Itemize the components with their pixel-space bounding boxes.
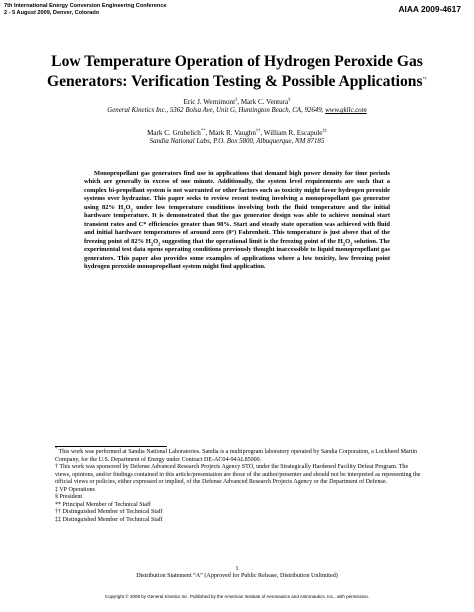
paper-number: AIAA 2009-4617	[398, 4, 461, 14]
subscript: 2	[150, 240, 154, 246]
footnote-item: †† Distinguished Member of Technical Staff	[55, 509, 163, 516]
author-separator: ,	[260, 129, 264, 137]
subscript: 2	[158, 240, 161, 246]
abstract-text: Monopropellant gas generators find use in applications that demand high power density for time periods which are generally in excess of one minute. Additionally, the system level requirements are such that a complex bi-propellant system is not warranted or other factors such as toxicity might favor hydrogen peroxide systems over hydrazine. This paper seeks to review recent testing involving a monopropellant gas generator using 82% H	[84, 170, 390, 211]
conference-info	[4, 3, 167, 16]
author-footnote-mark: ††	[255, 127, 261, 133]
copyright-notice: Copyright © 2009 by General Kinetics Inc. Published by the American Institute of Aeronautics and Astronautics, Inc., with permission.	[104, 594, 370, 599]
footnote-item: ‡‡ Distinguished Member of Technical Staff	[55, 516, 163, 523]
footnote-item: ** Principal Member of Technical Staff	[55, 501, 151, 508]
author-footnote-mark: ‡	[235, 96, 238, 102]
title-line-1: Low Temperature Operation of Hydrogen Peroxide Gas	[51, 53, 423, 70]
abstract-text: O	[345, 237, 351, 245]
footnote-mark: *	[55, 446, 58, 451]
conference-name: 7th International Energy Conversion Engineering Conference	[4, 3, 167, 9]
conference-dates: 2 - 5 August 2009, Denver, Colorado	[4, 9, 100, 16]
affiliation-text: General Kinetics Inc., 5362 Bolsa Ave, Unit G, Huntington Beach, CA, 92649,	[107, 107, 326, 114]
author-name: Eric J. Wernimont	[183, 98, 236, 106]
abstract-text: under low temperature conditions involving both the fluid temperature and the initial hardware temperature. It is demonstrated that the gas generator design was able to achieve nominal start transient rates and C* efficiencies greater than 98%. Start and steady state operation was achieved with fluid and initial hardware temperatures of around zero (0°) Fahrenheit. This temperature is just above that of the freezing point of 82% H	[84, 203, 390, 245]
affiliation-2: Sandia National Labs, P.O. Box 5800, Albuquerque, NM 87185	[149, 138, 325, 145]
abstract-text: O	[125, 203, 131, 211]
author-footnote-mark: ‡‡	[322, 127, 327, 133]
abstract-text: solution. The experimental test data opens operating conditions previously thought inaccessible to liquid monopropellant gas generators. This paper also provides some examples of applications where a low toxicity, low freezing point hydrogen peroxide monopropellant system might find application.	[84, 237, 390, 270]
author-line-1	[30, 98, 444, 106]
footnote-item: ‡ VP Operations	[55, 486, 95, 493]
paper-title	[30, 52, 444, 91]
footnote-item: § President	[55, 494, 83, 501]
footnote-text: This work was performed at Sandia National Laboratories. Sandia is a multiprogram laboratory operated by Sandia Corporation, a Lockheed Martin Company, for the U.S. Department of Energy under Contract DE-AC04-94AL85000.	[55, 449, 418, 463]
author-name: Mark C. Grubelich	[147, 129, 201, 137]
title-line-2-text: Generators: Verification Testing & Possible Applications	[46, 72, 423, 90]
affiliation-1	[30, 107, 444, 114]
abstract-text: suggesting that the operational limit is the freezing point of the H	[160, 237, 343, 245]
author-separator: ,	[205, 129, 209, 137]
author-name: Mark C. Ventura	[240, 98, 289, 106]
author-separator: ,	[237, 98, 241, 106]
distribution-statement: Distribution Statement “A” (Approved for Public Release, Distribution Unlimited)	[136, 573, 338, 579]
footnotes	[55, 446, 421, 524]
subscript: 2	[350, 240, 353, 246]
subscript: 2	[342, 240, 346, 246]
title-line-2	[30, 72, 444, 92]
footnote-item: † This work was sponsored by Defense Advanced Research Projects Agency STO, under the Strategically Hardened Facility Defeat Program. The views, opinions, and/or findings contained in this article/presentation are those of the author/presenter and should not be interpreted as representing the official views or policies, either expressed or implied, of the Defense Advanced Research Projects Agency or the Department of Defense.	[55, 464, 421, 486]
title-footnote-marks: *†	[422, 75, 428, 81]
footnote-item	[55, 446, 421, 464]
page-number: 1	[235, 566, 239, 572]
subscript: 2	[130, 207, 133, 213]
company-website-link[interactable]: www.gkllc.com	[325, 107, 367, 114]
author-name: Mark R. Vaughn	[208, 129, 256, 137]
author-footnote-mark: **	[200, 127, 206, 133]
author-name: William R. Escapule	[263, 129, 323, 137]
footnote-divider	[55, 446, 167, 447]
author-footnote-mark: §	[288, 96, 291, 102]
author-line-2	[30, 129, 444, 137]
abstract	[84, 170, 390, 271]
subscript: 2	[123, 207, 126, 213]
abstract-text: O	[153, 237, 159, 245]
